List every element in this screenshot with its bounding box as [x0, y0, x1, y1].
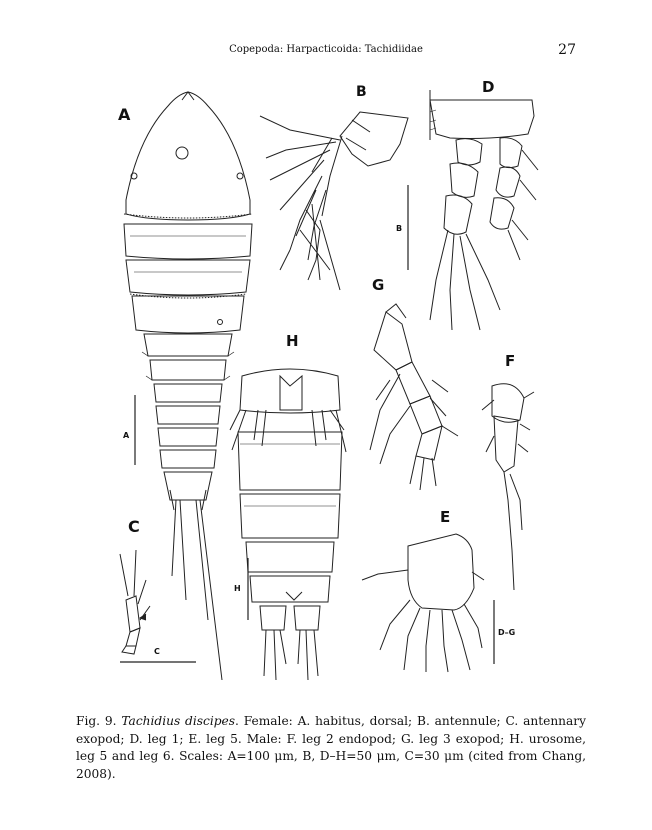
panel-label-a: A	[118, 105, 131, 124]
caption-fig-number: Fig. 9.	[76, 714, 117, 728]
caption-species-name: Tachidius discipes	[121, 714, 235, 728]
scale-label-a: A	[123, 431, 130, 440]
running-head: Copepoda: Harpacticoida: Tachidiidae	[229, 44, 423, 55]
figure-caption	[76, 713, 586, 784]
panel-label-h: H	[286, 332, 299, 350]
panel-e-leg5	[362, 534, 484, 672]
scale-label-c: C	[154, 647, 160, 656]
panel-label-g: G	[372, 276, 385, 294]
panel-label-e: E	[440, 508, 451, 526]
scale-label-h: H	[234, 584, 241, 593]
caption-text: . Female: A. habitus, dorsal; B. antennule; C. antennary exopod; D. leg 1; E. leg 5. Male: F. leg 2 endopod; G. leg 3 exopod; H. urosome, leg 5 and leg 6. Scales: A=100 μm, B, D–H=50 μm, C=30 μm (cited from Chang, 2008).	[76, 714, 587, 782]
page-number: 27	[558, 42, 576, 58]
page-header	[0, 44, 652, 60]
panel-f-leg2-endopod	[482, 384, 534, 590]
panel-c-antennary-exopod	[120, 550, 150, 654]
panel-label-f: F	[505, 352, 516, 370]
figure-plate	[90, 80, 560, 690]
panel-a-habitus	[124, 92, 252, 680]
scale-label-b: B	[396, 224, 403, 233]
panel-label-d: D	[482, 80, 495, 96]
scale-label-dg: D–G	[498, 628, 516, 637]
panel-label-c: C	[128, 517, 140, 536]
panel-g-leg3-exopod	[370, 304, 458, 490]
panel-label-b: B	[356, 84, 367, 100]
panel-b-antennule	[260, 112, 408, 290]
figure-illustration	[90, 80, 560, 690]
panel-d-leg1	[430, 90, 538, 330]
panel-h-urosome	[230, 369, 346, 680]
